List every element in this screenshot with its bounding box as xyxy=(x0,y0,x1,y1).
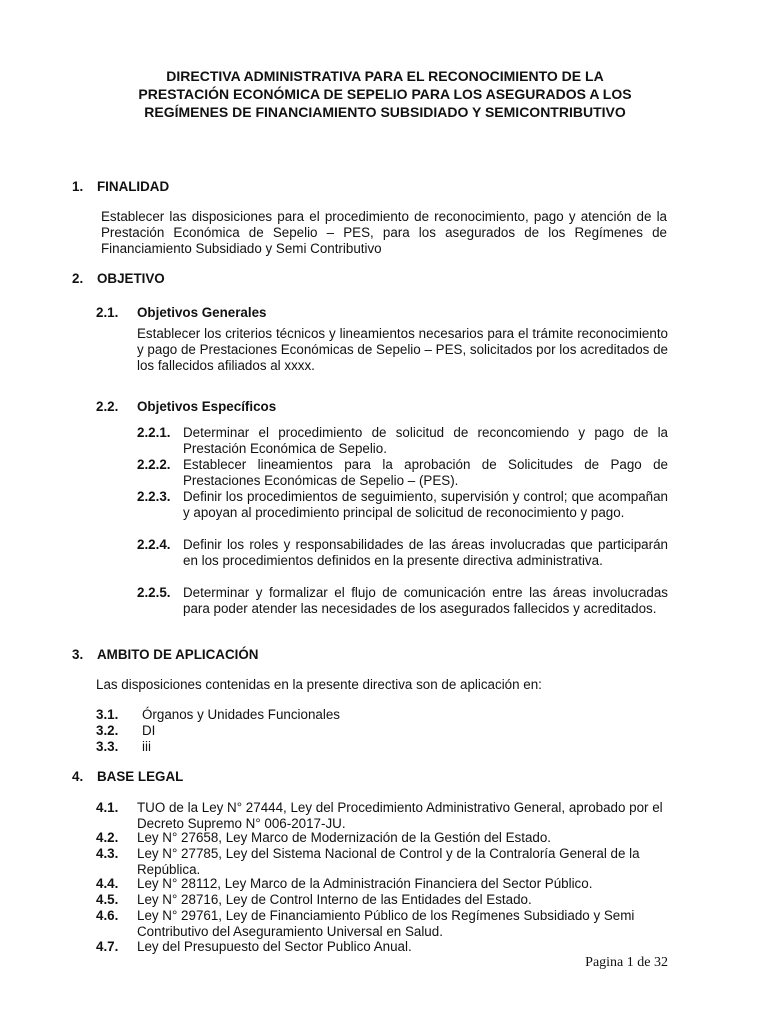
section-heading-objetivo xyxy=(72,271,672,287)
list-item xyxy=(96,707,656,723)
section-title: BASE LEGAL xyxy=(97,769,184,784)
item-text: Ley N° 29761, Ley de Financiamiento Público de los Regímenes Subsidiado y Semi Contributivo del Aseguramiento Universal en Salud. xyxy=(137,908,635,939)
section-title: OBJETIVO xyxy=(97,271,165,286)
item-text: Definir los procedimientos de seguimiento, supervisión y control; que acompañan y apoyan al procedimiento principal de solicitud de reconocimiento y pago. xyxy=(183,489,668,520)
list-item xyxy=(96,876,669,892)
item-text: Determinar el procedimiento de solicitud de reconcomiendo y pago de la Prestación Económica de Sepelio. xyxy=(183,425,668,456)
subsection-title: Objetivos Generales xyxy=(137,305,267,320)
list-item xyxy=(96,723,656,739)
item-text: Ley N° 27785, Ley del Sistema Nacional de Control y de la Contraloría General de la República. xyxy=(137,846,640,877)
item-number: 2.2.5. xyxy=(137,585,171,600)
subsection-heading-objetivos-generales xyxy=(96,305,671,321)
item-text: TUO de la Ley N° 27444, Ley del Procedimiento Administrativo General, aprobado por el Decreto Supremo N° 006-2017-JU. xyxy=(137,800,663,831)
subsection-number: 2.1. xyxy=(96,305,119,320)
item-number: 3.1. xyxy=(96,707,119,722)
objetivos-generales-paragraph: Establecer los criterios técnicos y lineamientos necesarios para el trámite reconocimiento y pago de Prestaciones Económicas de Sepelio – PES, solicitados por los acreditados de los fallecidos afiliados al xxxx. xyxy=(137,326,668,373)
title-line: PRESTACIÓN ECONÓMICA DE SEPELIO PARA LOS ASEGURADOS A LOS xyxy=(138,86,632,102)
finalidad-paragraph: Establecer las disposiciones para el procedimiento de reconocimiento, pago y atención de la Prestación Económica de Sepelio – PES, para los asegurados de los Regímenes de Financiamiento Subsidiado y Semi Contributivo xyxy=(101,209,667,256)
item-text: Ley N° 28716, Ley de Control Interno de las Entidades del Estado. xyxy=(137,892,532,907)
list-item xyxy=(96,800,669,832)
list-item xyxy=(137,537,668,569)
list-item xyxy=(137,585,668,617)
section-heading-ambito xyxy=(72,647,672,663)
item-number: 4.7. xyxy=(96,939,119,954)
section-number: 4. xyxy=(72,769,84,784)
item-text: Órganos y Unidades Funcionales xyxy=(142,707,340,722)
item-text: Definir los roles y responsabilidades de las áreas involucradas que participarán en los procedimientos definidos en la presente directiva administrativa. xyxy=(183,537,668,568)
item-number: 2.2.2. xyxy=(137,457,171,472)
subsection-title: Objetivos Específicos xyxy=(137,399,277,414)
subsection-number: 2.2. xyxy=(96,399,119,414)
section-heading-base-legal xyxy=(72,769,672,785)
list-item xyxy=(137,425,668,457)
title-line: REGÍMENES DE FINANCIAMIENTO SUBSIDIADO Y SEMICONTRIBUTIVO xyxy=(144,104,626,120)
list-item xyxy=(96,892,669,908)
subsection-heading-objetivos-especificos xyxy=(96,399,671,415)
item-text: Establecer lineamientos para la aprobación de Solicitudes de Pago de Prestaciones Económicas de Sepelio – (PES). xyxy=(183,457,668,488)
item-number: 2.2.4. xyxy=(137,537,171,552)
section-title: AMBITO DE APLICACIÓN xyxy=(97,647,259,662)
list-item xyxy=(96,830,669,846)
item-number: 4.6. xyxy=(96,908,119,923)
item-number: 3.3. xyxy=(96,739,119,754)
item-text: Ley N° 27658, Ley Marco de Modernización de la Gestión del Estado. xyxy=(137,830,552,845)
item-text: Ley N° 28112, Ley Marco de la Administración Financiera del Sector Público. xyxy=(137,876,593,891)
list-item xyxy=(137,489,668,521)
title-line: DIRECTIVA ADMINISTRATIVA PARA EL RECONOCIMIENTO DE LA xyxy=(166,68,604,84)
item-number: 2.2.1. xyxy=(137,425,171,440)
item-number: 4.5. xyxy=(96,892,119,907)
item-text: DI xyxy=(142,723,156,738)
ambito-paragraph: Las disposiciones contenidas en la presente directiva son de aplicación en: xyxy=(96,677,542,692)
item-text: Ley del Presupuesto del Sector Publico Anual. xyxy=(137,939,412,954)
section-number: 1. xyxy=(72,179,84,194)
page-number-footer: Pagina 1 de 32 xyxy=(585,955,668,970)
item-number: 4.1. xyxy=(96,800,119,815)
item-text: Determinar y formalizar el flujo de comunicación entre las áreas involucradas para poder atender las necesidades de los asegurados fallecidos y acreditados. xyxy=(183,585,668,616)
list-item xyxy=(137,457,668,489)
section-heading-finalidad xyxy=(72,179,672,195)
item-number: 4.4. xyxy=(96,876,119,891)
document-title xyxy=(90,67,680,121)
section-number: 3. xyxy=(72,647,84,662)
list-item xyxy=(96,908,669,940)
section-title: FINALIDAD xyxy=(97,179,170,194)
list-item xyxy=(96,939,669,955)
item-number: 4.3. xyxy=(96,846,119,861)
item-number: 2.2.3. xyxy=(137,489,171,504)
item-number: 4.2. xyxy=(96,830,119,845)
item-text: iii xyxy=(142,739,151,754)
item-number: 3.2. xyxy=(96,723,119,738)
list-item xyxy=(96,846,669,878)
section-number: 2. xyxy=(72,271,84,286)
list-item xyxy=(96,739,656,755)
